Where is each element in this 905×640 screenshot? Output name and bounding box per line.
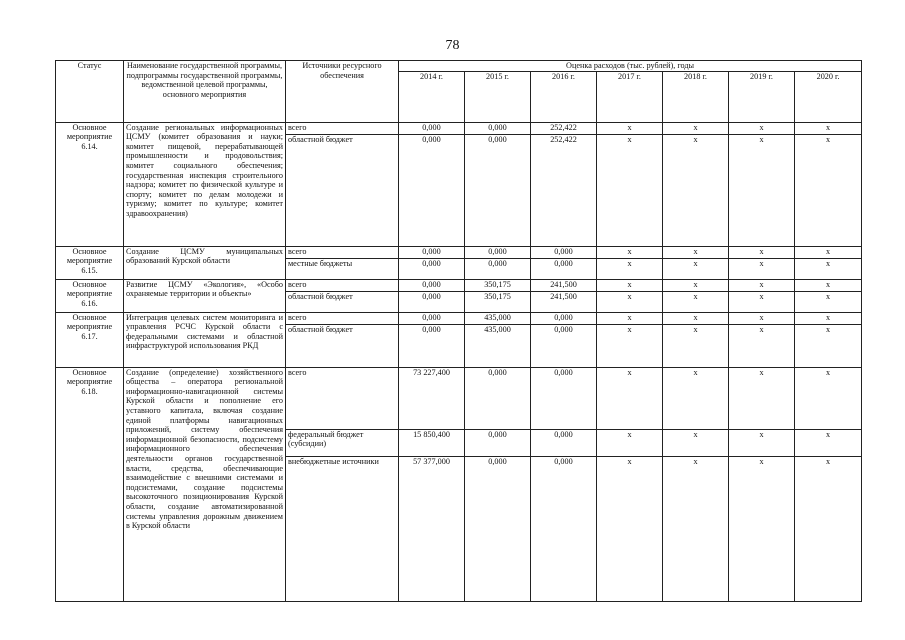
status-cell: Основное мероприятие 6.18. xyxy=(56,367,124,601)
x-cell: х xyxy=(663,456,729,601)
source-cell: всего xyxy=(286,246,399,258)
header-year: 2019 г. xyxy=(729,71,795,122)
value-cell: 0,000 xyxy=(399,134,465,246)
value-cell: 241,500 xyxy=(531,291,597,312)
budget-table xyxy=(55,60,862,602)
value-cell: 0,000 xyxy=(399,246,465,258)
value-cell: 0,000 xyxy=(465,122,531,134)
status-cell: Основное мероприятие 6.16. xyxy=(56,279,124,312)
x-cell: х xyxy=(663,246,729,258)
header-status: Статус xyxy=(56,61,124,123)
x-cell: х xyxy=(597,312,663,324)
status-cell: Основное мероприятие 6.15. xyxy=(56,246,124,279)
x-cell: х xyxy=(597,134,663,246)
table-row xyxy=(56,279,862,291)
table-row xyxy=(56,367,862,429)
page-number: 78 xyxy=(445,38,460,53)
x-cell: х xyxy=(729,279,795,291)
x-cell: х xyxy=(795,324,862,367)
table-row xyxy=(56,312,862,324)
value-cell: 57 377,000 xyxy=(399,456,465,601)
x-cell: х xyxy=(795,291,862,312)
x-cell: х xyxy=(663,134,729,246)
value-cell: 0,000 xyxy=(465,456,531,601)
source-cell: всего xyxy=(286,312,399,324)
x-cell: х xyxy=(795,246,862,258)
value-cell: 241,500 xyxy=(531,279,597,291)
header-year: 2017 г. xyxy=(597,71,663,122)
x-cell: х xyxy=(795,279,862,291)
x-cell: х xyxy=(597,246,663,258)
x-cell: х xyxy=(663,312,729,324)
x-cell: х xyxy=(795,367,862,429)
header-name: Наименование государственной программы, подпрограммы государственной программы, ведомственной целевой программы, основного мероприятия xyxy=(124,61,286,123)
value-cell: 252,422 xyxy=(531,134,597,246)
value-cell: 0,000 xyxy=(531,246,597,258)
source-cell: федеральный бюджет (субсидии) xyxy=(286,429,399,456)
source-cell: областной бюджет xyxy=(286,291,399,312)
value-cell: 0,000 xyxy=(399,291,465,312)
source-cell: внебюджетные источники xyxy=(286,456,399,601)
source-cell: местные бюджеты xyxy=(286,258,399,279)
x-cell: х xyxy=(663,324,729,367)
value-cell: 0,000 xyxy=(531,312,597,324)
x-cell: х xyxy=(795,429,862,456)
x-cell: х xyxy=(597,279,663,291)
x-cell: х xyxy=(663,279,729,291)
value-cell: 0,000 xyxy=(399,324,465,367)
x-cell: х xyxy=(729,367,795,429)
source-cell: всего xyxy=(286,279,399,291)
source-cell: всего xyxy=(286,367,399,429)
value-cell: 0,000 xyxy=(465,429,531,456)
value-cell: 435,000 xyxy=(465,312,531,324)
x-cell: х xyxy=(597,122,663,134)
value-cell: 0,000 xyxy=(399,279,465,291)
x-cell: х xyxy=(729,258,795,279)
table-body xyxy=(56,122,862,601)
x-cell: х xyxy=(795,134,862,246)
x-cell: х xyxy=(729,456,795,601)
value-cell: 350,175 xyxy=(465,279,531,291)
x-cell: х xyxy=(663,367,729,429)
value-cell: 435,000 xyxy=(465,324,531,367)
value-cell: 0,000 xyxy=(531,258,597,279)
x-cell: х xyxy=(597,367,663,429)
value-cell: 0,000 xyxy=(465,367,531,429)
header-year: 2018 г. xyxy=(663,71,729,122)
x-cell: х xyxy=(729,429,795,456)
value-cell: 350,175 xyxy=(465,291,531,312)
name-cell: Создание (определение) хозяйственного общества – оператора региональной информационно-навигационной системы Курской области и пополнение его уставного капитала, включая создание единой платформы навигационных приложений, систему обеспечения информационной безопасности, подсистему информационного обеспечения деятельности органов государственной власти, средства, обеспечивающие взаимодействие с внешними системами и подсистемами, создание подсистемы высокоточного позиционирования Курской области, создание автоматизированной системы управления дорожным движением в Курской области xyxy=(124,367,286,601)
value-cell: 0,000 xyxy=(399,122,465,134)
value-cell: 0,000 xyxy=(465,246,531,258)
x-cell: х xyxy=(795,312,862,324)
x-cell: х xyxy=(729,312,795,324)
x-cell: х xyxy=(663,122,729,134)
x-cell: х xyxy=(663,258,729,279)
x-cell: х xyxy=(795,122,862,134)
value-cell: 0,000 xyxy=(531,429,597,456)
header-source: Источники ресурсного обеспечения xyxy=(286,61,399,123)
header-year: 2016 г. xyxy=(531,71,597,122)
value-cell: 0,000 xyxy=(399,312,465,324)
value-cell: 0,000 xyxy=(399,258,465,279)
x-cell: х xyxy=(729,122,795,134)
x-cell: х xyxy=(597,429,663,456)
value-cell: 0,000 xyxy=(531,324,597,367)
value-cell: 0,000 xyxy=(465,258,531,279)
source-cell: областной бюджет xyxy=(286,134,399,246)
name-cell: Создание региональных информационных ЦСМУ (комитет образования и науки; комитет пищевой, перерабатывающей промышленности и продовольствия; комитет социального обеспечения; государственная инспекция строительного надзора; комитет по физической культуре и спорту; комитет по делам молодежи и туризму; комитет по культуре; комитет здравоохранения) xyxy=(124,122,286,246)
value-cell: 0,000 xyxy=(531,456,597,601)
value-cell: 73 227,400 xyxy=(399,367,465,429)
x-cell: х xyxy=(729,134,795,246)
header-year: 2015 г. xyxy=(465,71,531,122)
x-cell: х xyxy=(597,291,663,312)
x-cell: х xyxy=(729,324,795,367)
x-cell: х xyxy=(663,429,729,456)
x-cell: х xyxy=(663,291,729,312)
x-cell: х xyxy=(795,258,862,279)
table-row xyxy=(56,246,862,258)
header-estimate: Оценка расходов (тыс. рублей), годы xyxy=(399,61,862,72)
status-cell: Основное мероприятие 6.17. xyxy=(56,312,124,367)
x-cell: х xyxy=(597,456,663,601)
name-cell: Развитие ЦСМУ «Экология», «Особо охраняемые территории и объекты» xyxy=(124,279,286,312)
value-cell: 0,000 xyxy=(465,134,531,246)
source-cell: всего xyxy=(286,122,399,134)
value-cell: 252,422 xyxy=(531,122,597,134)
x-cell: х xyxy=(795,456,862,601)
value-cell: 15 850,400 xyxy=(399,429,465,456)
x-cell: х xyxy=(729,291,795,312)
name-cell: Создание ЦСМУ муниципальных образований Курской области xyxy=(124,246,286,279)
x-cell: х xyxy=(597,324,663,367)
x-cell: х xyxy=(597,258,663,279)
x-cell: х xyxy=(729,246,795,258)
name-cell: Интеграция целевых систем мониторинга и управления РСЧС Курской области с федеральными системами и областной инфраструктурой использования РКД xyxy=(124,312,286,367)
header-year: 2014 г. xyxy=(399,71,465,122)
status-cell: Основное мероприятие 6.14. xyxy=(56,122,124,246)
source-cell: областной бюджет xyxy=(286,324,399,367)
table-row xyxy=(56,122,862,134)
header-year: 2020 г. xyxy=(795,71,862,122)
value-cell: 0,000 xyxy=(531,367,597,429)
